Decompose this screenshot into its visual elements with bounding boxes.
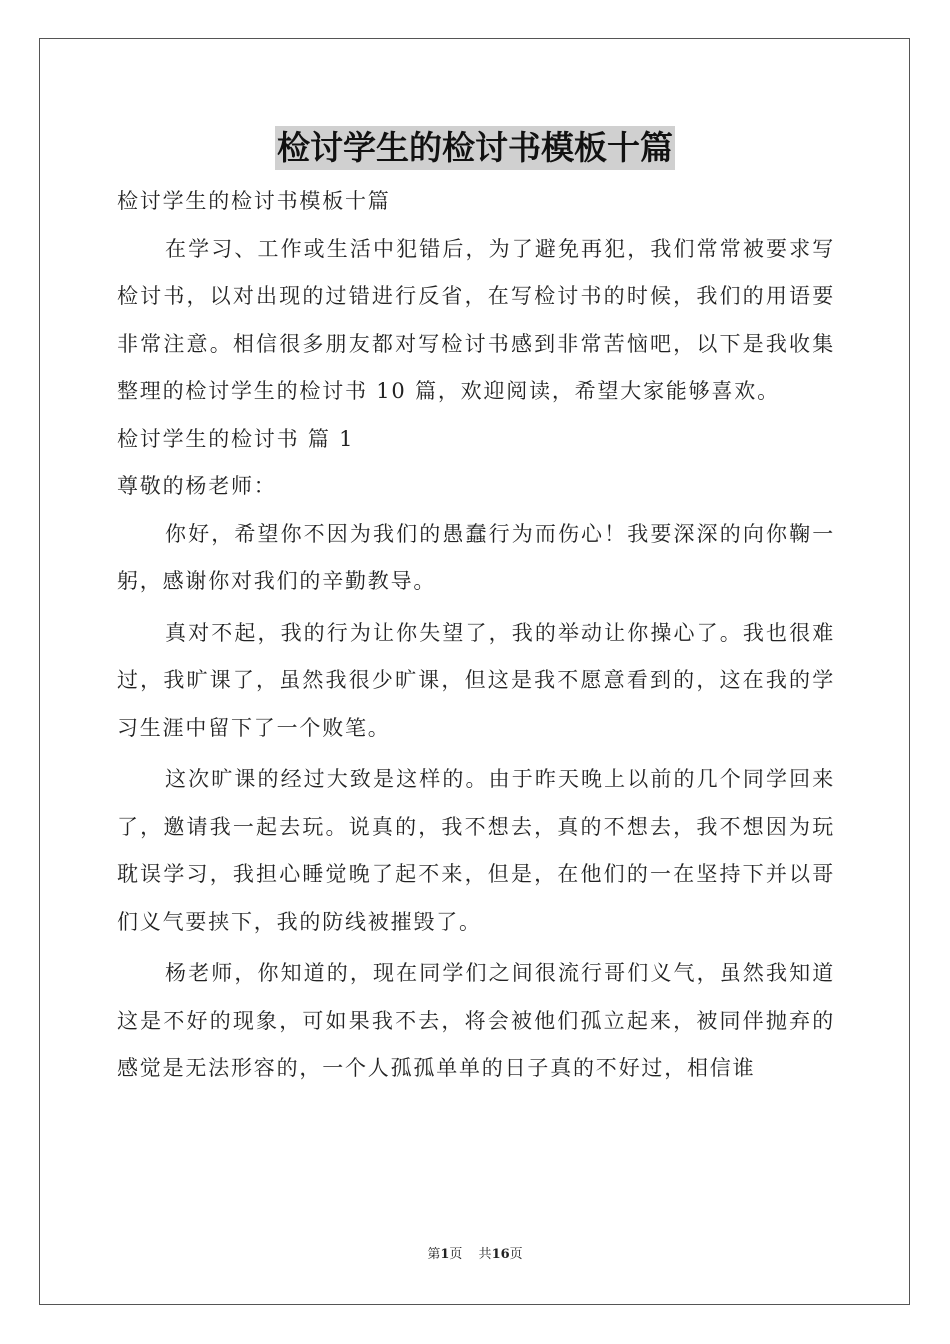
subtitle-paragraph: 检讨学生的检讨书模板十篇 [117, 189, 391, 213]
page-total [479, 1247, 523, 1262]
intro-paragraph: 在学习、工作或生活中犯错后，为了避免再犯，我们常常被要求写检讨书，以对出现的过错进行反省，在写检讨书的时候，我们的用语要非常注意。相信很多朋友都对写检讨书感到非常苦恼吧，以下是我收集整理的检讨学生的检讨书 10 篇，欢迎阅读，希望大家能够喜欢。 [117, 236, 835, 403]
page-footer [0, 1245, 950, 1265]
total-label-prefix: 共 [478, 1247, 492, 1262]
section-heading: 检讨学生的检讨书 篇 1 [117, 426, 355, 451]
body-paragraph-2: 真对不起，我的行为让你失望了，我的举动让你操心了。我也很难过，我旷课了，虽然我很少旷课，但这是我不愿意看到的，这在我的学习生涯中留下了一个败笔。 [117, 620, 835, 740]
body-paragraph-1: 你好，希望你不因为我们的愚蠢行为而伤心！我要深深的向你鞠一躬，感谢你对我们的辛勤教导。 [117, 521, 835, 593]
page-current: 1 [440, 1247, 450, 1262]
body-paragraph-3: 这次旷课的经过大致是这样的。由于昨天晚上以前的几个同学回来了，邀请我一起去玩。说真的，我不想去，真的不想去，我不想因为玩耽误学习，我担心睡觉晚了起不来，但是，在他们的一在坚持下并以哥们义气要挟下，我的防线被摧毁了。 [117, 767, 835, 934]
page-number [427, 1247, 462, 1262]
page-label-prefix: 第 [427, 1247, 441, 1262]
document-body [117, 178, 835, 1093]
salutation: 尊敬的杨老师： [117, 474, 277, 498]
document-title: 检讨学生的检讨书模板十篇 [275, 126, 675, 170]
page-total-count: 16 [491, 1247, 510, 1262]
body-paragraph-4: 杨老师，你知道的，现在同学们之间很流行哥们义气，虽然我知道这是不好的现象，可如果我不去，将会被他们孤立起来，被同伴抛弃的感觉是无法形容的，一个人孤孤单单的日子真的不好过，相信谁 [117, 961, 835, 1080]
title-container [0, 126, 950, 170]
total-label-suffix: 页 [509, 1247, 523, 1262]
page-label-suffix: 页 [449, 1247, 463, 1262]
